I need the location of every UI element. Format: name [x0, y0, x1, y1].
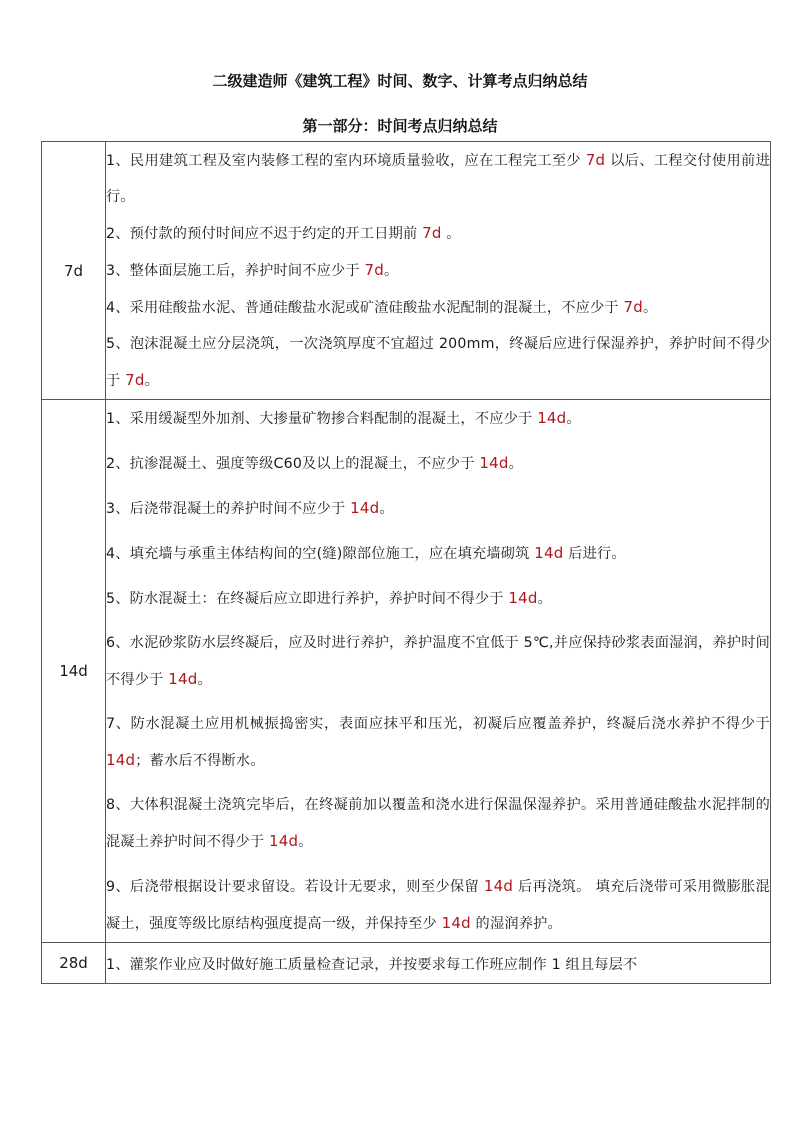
- duration-highlight: 7d: [623, 298, 643, 316]
- table-row: [42, 400, 771, 943]
- duration-highlight: 7d: [422, 224, 442, 242]
- item-text: 5、防水混凝土：在终凝后应立即进行养护，养护时间不得少于: [106, 591, 509, 607]
- item-text: 以后、工程交付使用前进行。: [106, 153, 770, 205]
- duration-highlight: 7d: [125, 371, 145, 389]
- row-content: [106, 943, 771, 984]
- list-item: [106, 947, 770, 983]
- document-title: 二级建造师《建筑工程》时间、数字、计算考点归纳总结: [212, 72, 588, 90]
- duration-highlight: 14d: [350, 499, 380, 517]
- section-title: 第一部分：时间考点归纳总结: [302, 117, 498, 135]
- item-text: 。: [508, 456, 524, 472]
- item-text: 。: [537, 591, 553, 607]
- row-label: 28d: [42, 943, 106, 984]
- duration-highlight: 14d: [268, 832, 299, 850]
- duration-highlight: 14d: [441, 914, 471, 932]
- list-item: [106, 252, 770, 289]
- item-text: 。: [379, 501, 394, 517]
- row-label: 7d: [42, 142, 106, 400]
- duration-highlight: 7d: [364, 261, 384, 279]
- item-text: 3、整体面层施工后，养护时间不应少于: [106, 263, 365, 279]
- time-points-table: [41, 141, 771, 984]
- item-text: 1、民用建筑工程及室内装修工程的室内环境质量验收，应在工程完工至少: [106, 153, 586, 169]
- item-text: 3、后浇带混凝土的养护时间不应少于: [106, 501, 351, 517]
- item-text: ；蓄水后不得断水。: [135, 753, 265, 769]
- list-item: [106, 215, 770, 252]
- table-row: [42, 943, 771, 984]
- list-item: [106, 289, 770, 326]
- item-text: 4、采用硅酸盐水泥、普通硅酸盐水泥或矿渣硅酸盐水泥配制的混凝土，不应少于: [106, 300, 624, 316]
- duration-highlight: 14d: [168, 670, 198, 688]
- item-text: 4、填充墙与承重主体结构间的空(缝)隙部位施工，应在填充墙砌筑: [106, 546, 535, 562]
- item-text: 2、预付款的预付时间应不迟于约定的开工日期前: [106, 226, 423, 242]
- list-item: [106, 400, 770, 437]
- list-item: [106, 535, 770, 572]
- row-content: [106, 142, 771, 400]
- item-text: 。: [144, 373, 159, 389]
- list-item: [106, 326, 770, 399]
- item-text: 。: [566, 411, 581, 427]
- table-row: [42, 142, 771, 400]
- list-item: [106, 787, 770, 860]
- item-text: 。: [642, 300, 658, 316]
- list-item: [106, 490, 770, 527]
- item-text: 7、防水混凝土应用机械振捣密实，表面应抹平和压光，初凝后应覆盖养护，终凝后浇水养护不得少于: [106, 716, 770, 732]
- item-text: 后再浇筑。 填充后浇带可采用微膨胀混凝土，强度等级比原结构强度提高一级，并保持至少: [106, 879, 770, 932]
- item-text: 。: [441, 226, 461, 242]
- item-text: 。: [197, 672, 212, 688]
- duration-highlight: 14d: [479, 454, 509, 472]
- list-item: [106, 706, 770, 779]
- list-item: [106, 580, 770, 617]
- item-text: 后进行。: [563, 546, 626, 562]
- item-text: 6、水泥砂浆防水层终凝后，应及时进行养护，养护温度不宜低于 5℃,并应保持砂浆表面湿润，养护时间不得少于: [106, 635, 770, 688]
- duration-highlight: 14d: [537, 409, 567, 427]
- item-text: 9、后浇带根据设计要求留设。若设计无要求，则至少保留: [106, 879, 484, 895]
- row-label: 14d: [42, 400, 106, 943]
- duration-highlight: 7d: [585, 151, 606, 169]
- list-item: [106, 625, 770, 698]
- item-text: 5、泡沫混凝土应分层浇筑，一次浇筑厚度不宜超过 200mm，终凝后应进行保湿养护，养护时间不得少于: [106, 336, 770, 389]
- duration-highlight: 14d: [483, 877, 514, 895]
- item-text: 。: [298, 834, 313, 850]
- item-text: 1、灌浆作业应及时做好施工质量检查记录，并按要求每工作班应制作 1 组且每层不: [106, 957, 638, 973]
- duration-highlight: 14d: [534, 544, 564, 562]
- list-item: [106, 868, 770, 942]
- duration-highlight: 14d: [508, 589, 538, 607]
- item-text: 。: [384, 263, 399, 279]
- item-text: 8、大体积混凝土浇筑完毕后，在终凝前加以覆盖和浇水进行保温保湿养护。采用普通硅酸盐水泥拌制的混凝土养护时间不得少于: [106, 797, 770, 850]
- list-item: [106, 142, 770, 215]
- duration-highlight: 14d: [106, 751, 136, 769]
- item-text: 1、采用缓凝型外加剂、大掺量矿物掺合料配制的混凝土，不应少于: [106, 411, 538, 427]
- table-body: [42, 142, 771, 984]
- row-content: [106, 400, 771, 943]
- list-item: [106, 445, 770, 482]
- item-text: 的湿润养护。: [470, 916, 562, 932]
- item-text: 2、抗渗混凝土、强度等级C60及以上的混凝土，不应少于: [106, 456, 480, 472]
